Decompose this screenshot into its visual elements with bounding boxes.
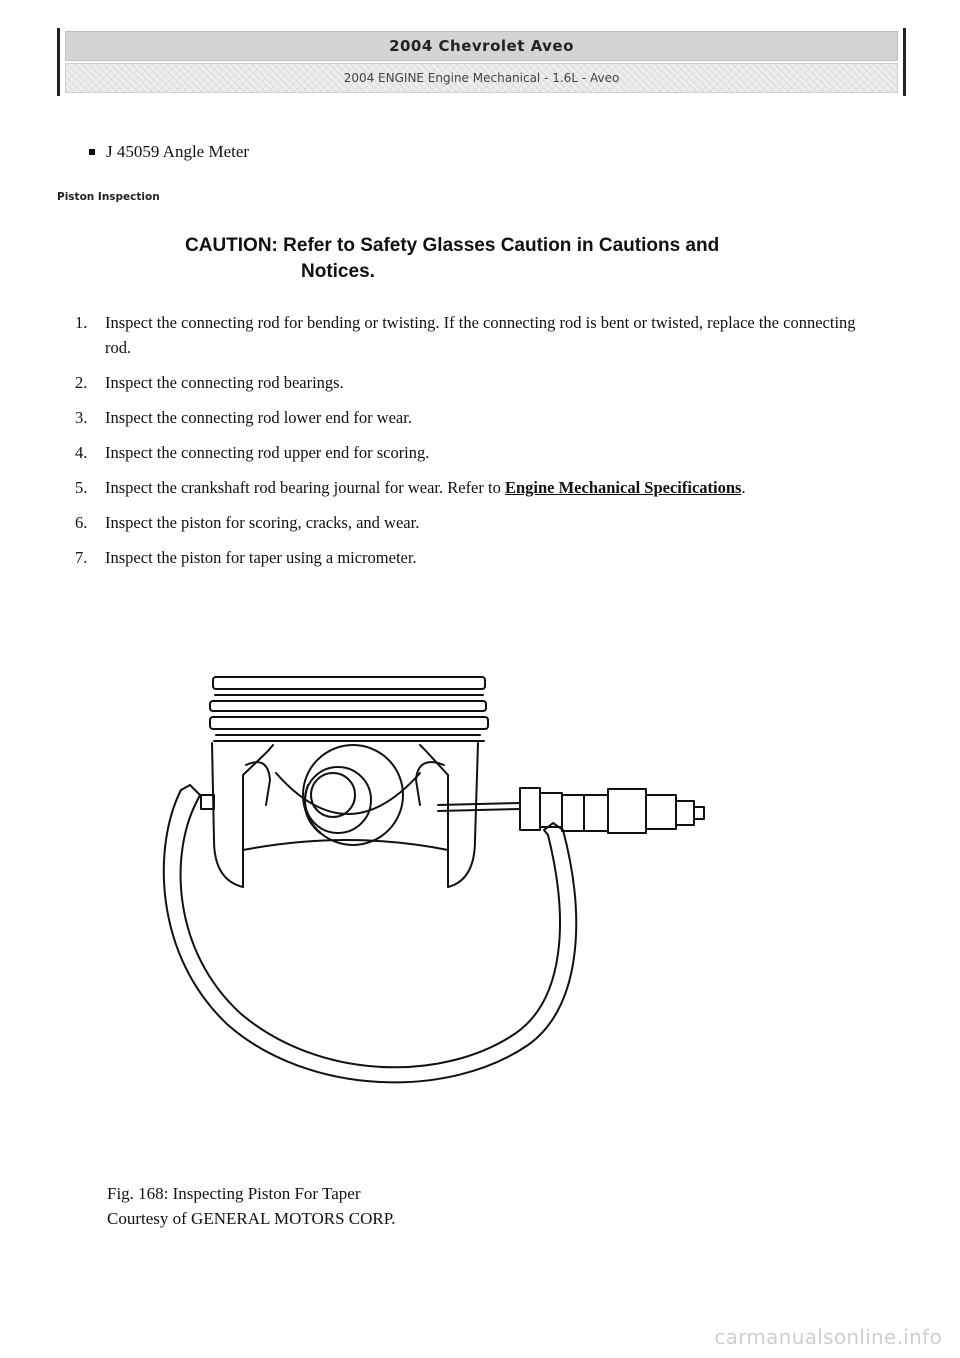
step-text: Inspect the piston for taper using a micrometer. <box>105 548 417 567</box>
step-number: 1. <box>75 313 88 332</box>
step-item <box>75 475 875 500</box>
figure-caption-title: Fig. 168: Inspecting Piston For Taper <box>107 1184 361 1203</box>
step-number: 4. <box>75 443 88 462</box>
step-text: Inspect the connecting rod upper end for scoring. <box>105 443 430 462</box>
step-text: Inspect the connecting rod lower end for wear. <box>105 408 412 427</box>
piston-body <box>210 677 488 887</box>
step-number: 2. <box>75 373 88 392</box>
tool-list-item <box>89 142 249 162</box>
header-subtitle-bar <box>65 63 898 93</box>
step-text: Inspect the piston for scoring, cracks, and wear. <box>105 513 420 532</box>
header-title-bar <box>65 31 898 61</box>
caution-notice <box>185 233 845 285</box>
figure-caption-credit: Courtesy of GENERAL MOTORS CORP. <box>107 1209 396 1228</box>
step-number: 3. <box>75 408 88 427</box>
micrometer-spindle <box>438 788 704 833</box>
step-item <box>75 545 875 570</box>
step-item <box>75 370 875 395</box>
step-text: Inspect the connecting rod for bending or twisting. If the connecting rod is bent or twisted, replace the connecting rod. <box>105 313 856 357</box>
step-item <box>75 405 875 430</box>
caution-line-2: Notices. <box>301 261 375 282</box>
specifications-link[interactable]: Engine Mechanical Specifications <box>504 478 742 497</box>
bullet-square-icon <box>89 149 95 155</box>
section-heading: Piston Inspection <box>57 191 160 203</box>
caution-line-1: CAUTION: Refer to Safety Glasses Caution in Cautions and <box>185 235 720 256</box>
document-title: 2004 Chevrolet Aveo <box>389 37 574 55</box>
step-item <box>75 510 875 535</box>
figure-caption <box>107 1181 396 1231</box>
inspection-steps <box>75 310 875 580</box>
step-text <box>105 475 875 500</box>
header-right-rule <box>903 28 906 96</box>
header-left-rule <box>57 28 60 96</box>
page-header <box>57 28 906 96</box>
step-number: 7. <box>75 548 88 567</box>
step-text-before-link: Inspect the crankshaft rod bearing journal for wear. Refer to <box>105 478 505 497</box>
step-item <box>75 440 875 465</box>
step-number: 5. <box>75 478 88 497</box>
micrometer-anvil <box>201 795 214 809</box>
piston-micrometer-illustration <box>148 655 760 1105</box>
tool-name: J 45059 Angle Meter <box>106 142 250 161</box>
step-number: 6. <box>75 513 88 532</box>
site-watermark: carmanualsonline.info <box>714 1325 942 1349</box>
micrometer-frame <box>164 785 576 1082</box>
document-subtitle: 2004 ENGINE Engine Mechanical - 1.6L - Aveo <box>343 71 620 85</box>
step-text-after-link: . <box>741 478 746 497</box>
step-text: Inspect the connecting rod bearings. <box>105 373 344 392</box>
step-item <box>75 310 875 360</box>
